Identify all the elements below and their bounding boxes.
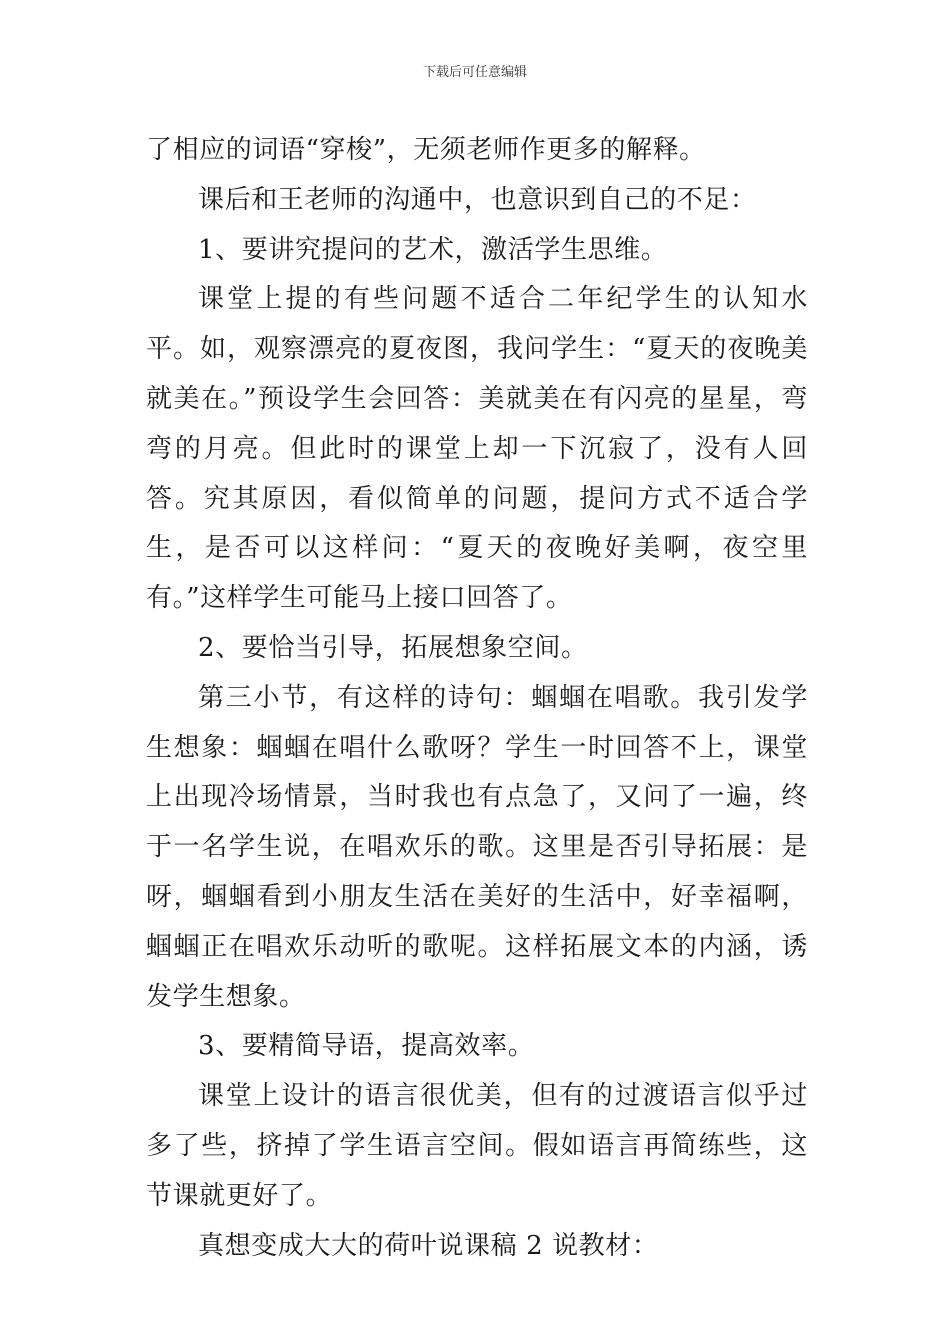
paragraph-4: 课堂上提的有些问题不适合二年纪学生的认知水平。如，观察漂亮的夏夜图，我问学生：“夏天的夜晚美就美在。”预设学生会回答：美就美在有闪亮的星星，弯弯的月亮。但此时的课堂上却一下沉寂了，没有人回答。究其原因，看似简单的问题，提问方式不适合学生，是否可以这样问：“夏天的夜晚好美啊，夜空里有。”这样学生可能马上接口回答了。 <box>146 284 808 614</box>
paragraph-9: 真想变成大大的荷叶说课稿 2 说教材： <box>198 1230 659 1261</box>
document-body <box>146 126 808 1271</box>
page-header: 下载后可任意编辑 <box>422 65 527 80</box>
paragraph-8: 课堂上设计的语言很优美，但有的过渡语言似乎过多了些，挤掉了学生语言空间。假如语言再简练些，这节课就更好了。 <box>146 1081 808 1211</box>
paragraph-7: 3、要精简导语，提高效率。 <box>198 1031 535 1062</box>
paragraph-3: 1、要讲究提问的艺术，激活学生思维。 <box>198 234 668 265</box>
paragraph-6: 第三小节，有这样的诗句：蝈蝈在唱歌。我引发学生想象：蝈蝈在唱什么歌呀？学生一时回答不上，课堂上出现冷场情景，当时我也有点急了，又问了一遍，终于一名学生说，在唱欢乐的歌。这里是否引导拓展：是呀，蝈蝈看到小朋友生活在美好的生活中，好幸福啊，蝈蝈正在唱欢乐动听的歌呢。这样拓展文本的内涵，诱发学生想象。 <box>146 682 808 1012</box>
paragraph-1: 了相应的词语“穿梭”，无须老师作更多的解释。 <box>146 135 706 165</box>
paragraph-2: 课后和王老师的沟通中，也意识到自己的不足： <box>198 184 757 215</box>
paragraph-5: 2、要恰当引导，拓展想象空间。 <box>198 632 588 663</box>
